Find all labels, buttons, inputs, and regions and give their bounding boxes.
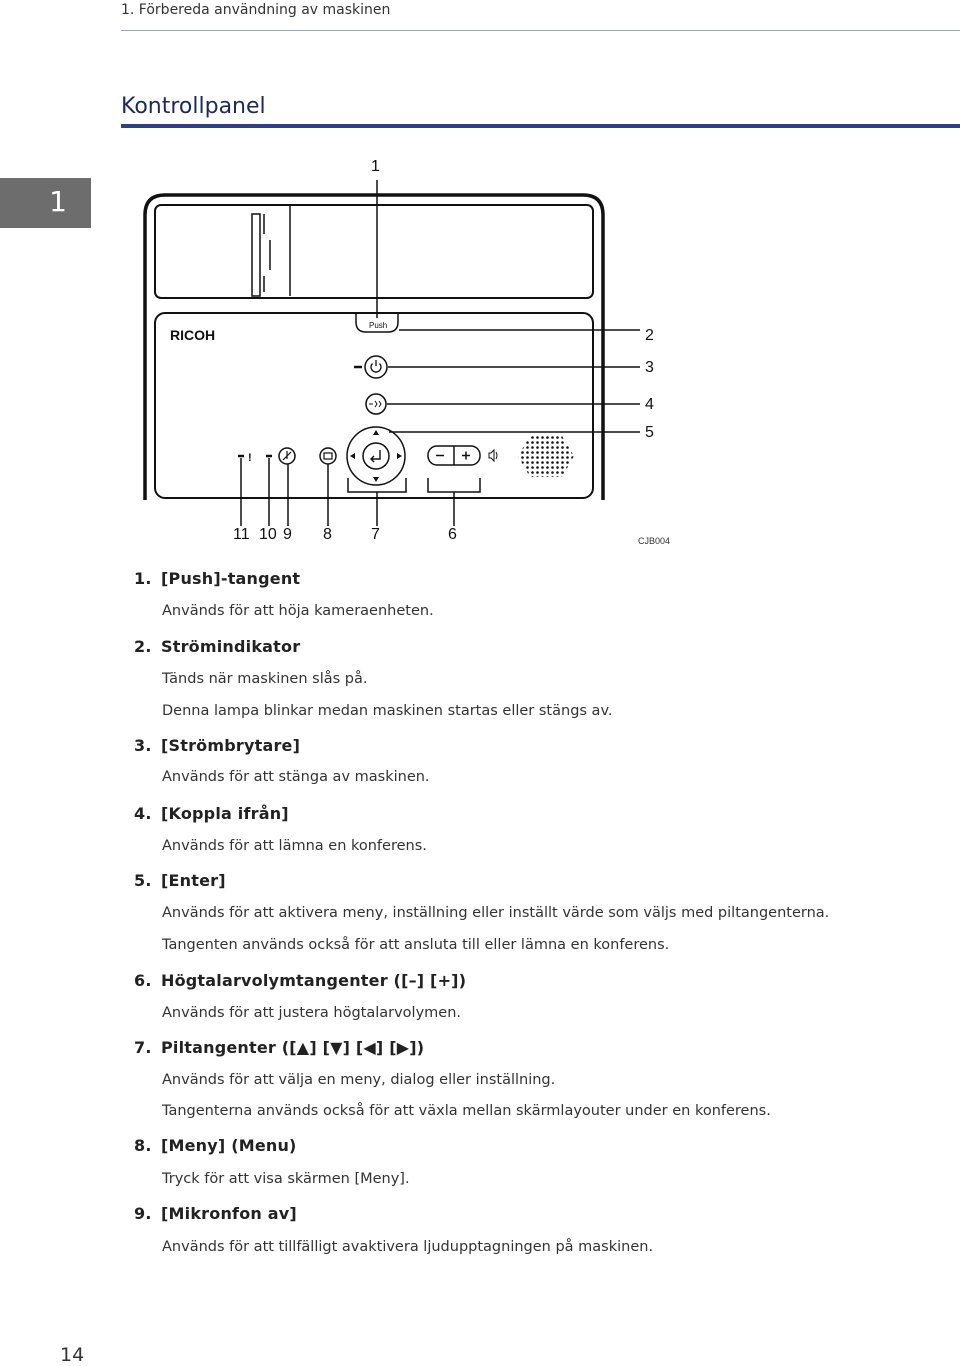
- item-4-heading: [134, 804, 289, 823]
- item-5-number: 5.: [134, 871, 152, 890]
- item-7-number: 7.: [134, 1038, 152, 1057]
- arrow-up-icon[interactable]: [373, 430, 379, 435]
- item-9-number: 9.: [134, 1204, 152, 1223]
- item-6-title: Högtalarvolymtangenter ([–] [+]): [161, 971, 467, 990]
- item-2-desc-2: Denna lampa blinkar medan maskinen startas eller stängs av.: [162, 703, 613, 719]
- item-9-title: [Mikronfon av]: [161, 1204, 297, 1223]
- callout-8: 8: [323, 526, 332, 543]
- page-number: 14: [60, 1344, 85, 1366]
- callout-2: 2: [645, 327, 654, 344]
- camera-unit: [155, 205, 593, 298]
- arrow-down-icon[interactable]: [373, 477, 379, 482]
- item-8-desc-1: Tryck för att visa skärmen [Meny].: [162, 1171, 410, 1187]
- push-label: Push: [369, 321, 388, 330]
- item-9-desc-1: Används för att tillfälligt avaktivera ljudupptagningen på maskinen.: [162, 1239, 654, 1255]
- figure-code: CJB004: [638, 536, 671, 546]
- item-1-number: 1.: [134, 569, 152, 588]
- item-7-desc-2: Tangenterna används också för att växla mellan skärmlayouter under en konferens.: [162, 1103, 771, 1119]
- menu-button[interactable]: [320, 448, 336, 464]
- section-title: Kontrollpanel: [121, 94, 266, 119]
- arrow-right-icon[interactable]: [397, 453, 402, 459]
- item-5-desc-2: Tangenten används också för att ansluta till eller lämna en konferens.: [162, 937, 670, 953]
- callout-7: 7: [371, 526, 380, 543]
- item-5-desc-1: Används för att aktivera meny, inställning eller inställt värde som väljs med piltangenterna.: [162, 905, 830, 921]
- callout-5: 5: [645, 424, 654, 441]
- callout-4: 4: [645, 396, 654, 413]
- item-2-heading: [134, 637, 300, 656]
- callout-9: 9: [283, 526, 292, 543]
- item-7-title: Piltangenter ([▲] [▼] [◀] [▶]): [161, 1038, 425, 1057]
- speaker-grille: [518, 436, 574, 477]
- brand-logo: RICOH: [170, 327, 216, 343]
- mic-off-icon: [283, 451, 291, 460]
- arrow-left-icon[interactable]: [350, 453, 355, 459]
- item-3-desc-1: Används för att stänga av maskinen.: [162, 769, 430, 785]
- item-4-title: [Koppla ifrån]: [161, 804, 289, 823]
- item-9-heading: [134, 1204, 297, 1223]
- item-7-heading: [134, 1038, 424, 1057]
- item-8-number: 8.: [134, 1136, 152, 1155]
- item-2-title: Strömindikator: [161, 637, 301, 656]
- item-3-heading: [134, 736, 300, 755]
- volume-up-icon: [462, 452, 470, 460]
- callout-1: 1: [371, 158, 380, 175]
- disconnect-icon: [369, 401, 381, 407]
- item-1-title: [Push]-tangent: [161, 569, 301, 588]
- item-3-title: [Strömbrytare]: [161, 736, 301, 755]
- arrow-keys[interactable]: [347, 427, 405, 485]
- item-1-heading: [134, 569, 300, 588]
- item-2-desc-1: Tänds när maskinen slås på.: [162, 671, 368, 687]
- item-8-heading: [134, 1136, 297, 1155]
- callout-11: 11: [233, 526, 250, 543]
- enter-button[interactable]: [363, 443, 389, 469]
- speaker-icon: [489, 450, 497, 461]
- item-8-title: [Meny] (Menu): [161, 1136, 297, 1155]
- item-6-number: 6.: [134, 971, 152, 990]
- callout-6: 6: [448, 526, 457, 543]
- item-4-desc-1: Används för att lämna en konferens.: [162, 838, 427, 854]
- item-3-number: 3.: [134, 736, 152, 755]
- item-5-heading: [134, 871, 226, 890]
- chapter-tab-number: 1: [49, 185, 67, 218]
- item-7-desc-1: Används för att välja en meny, dialog eller inställning.: [162, 1072, 556, 1088]
- warning-icon: !: [248, 452, 252, 464]
- enter-icon: [371, 450, 380, 462]
- callout-3: 3: [645, 359, 654, 376]
- item-1-desc-1: Används för att höja kameraenheten.: [162, 603, 434, 619]
- callout-10: 10: [259, 526, 277, 543]
- menu-icon: [324, 453, 332, 459]
- item-6-heading: [134, 971, 466, 990]
- item-2-number: 2.: [134, 637, 152, 656]
- item-5-title: [Enter]: [161, 871, 226, 890]
- power-button[interactable]: [365, 356, 387, 378]
- item-6-desc-1: Används för att justera högtalarvolymen.: [162, 1005, 461, 1021]
- running-header: 1. Förbereda användning av maskinen: [121, 2, 391, 18]
- item-4-number: 4.: [134, 804, 152, 823]
- control-panel-figure: [0, 0, 960, 560]
